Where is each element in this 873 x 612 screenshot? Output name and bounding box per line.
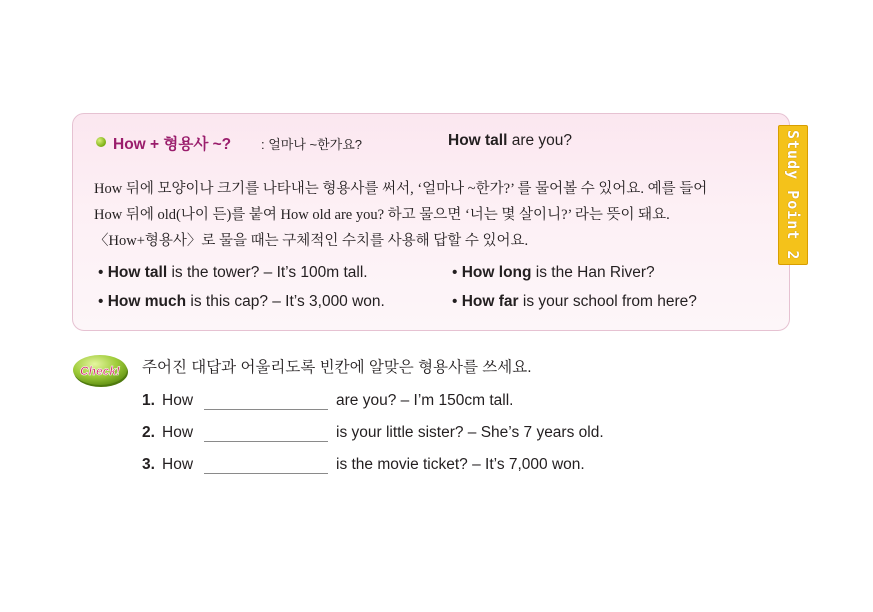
question-number: 3.	[142, 456, 155, 473]
example-bold: How tall	[107, 264, 168, 281]
explanation-paragraph	[94, 176, 764, 254]
question-how: How	[162, 392, 194, 409]
question-how: How	[162, 424, 194, 441]
question-number: 1.	[142, 392, 155, 409]
example-sentence: • How much is this cap? – It’s 3,000 won.	[98, 293, 385, 310]
header-example-bold: How tall	[448, 132, 508, 149]
check-badge	[72, 353, 130, 389]
green-bullet-icon	[96, 137, 106, 147]
check-badge-label: Check!	[79, 364, 121, 378]
explanation-line: 〈How+형용사〉로 물을 때는 구체적인 수치를 사용해 답할 수 있어요.	[94, 233, 529, 249]
header-example	[448, 132, 572, 150]
question-text: is your little sister? – She’s 7 years old.	[336, 424, 604, 441]
question-text: are you? – I’m 150cm tall.	[336, 392, 514, 409]
example-rest: is your school from here?	[518, 293, 697, 310]
question-text: is the movie ticket? – It’s 7,000 won.	[336, 456, 585, 473]
explanation-line: How 뒤에 모양이나 크기를 나타내는 형용사를 써서, ‘얼마나 ~한가?’ 를 물어볼 수 있어요. 예를 들어	[94, 181, 708, 197]
example-sentence: • How long is the Han River?	[452, 264, 655, 281]
grammar-title: How + 형용사 ~?	[113, 136, 232, 153]
example-rest: is this cap? – It’s 3,000 won.	[186, 293, 385, 310]
answer-blank[interactable]	[204, 425, 328, 442]
question-item	[142, 424, 604, 446]
explanation-line: How 뒤에 old(나이 든)를 붙여 How old are you? 하고 물으면 ‘너는 몇 살이니?’ 라는 뜻이 돼요.	[94, 207, 670, 223]
example-sentence: • How tall is the tower? – It’s 100m tall.	[98, 264, 368, 281]
example-bold: How far	[461, 293, 519, 310]
example-bold: How much	[107, 293, 187, 310]
grammar-subtitle: : 얼마나 ~한가요?	[261, 137, 363, 152]
study-point-tab	[778, 125, 808, 265]
answer-blank[interactable]	[204, 393, 328, 410]
example-rest: is the Han River?	[531, 264, 655, 281]
study-point-tab-label: Study Point 2	[784, 129, 802, 261]
question-number: 2.	[142, 424, 155, 441]
header-example-rest: are you?	[507, 132, 573, 149]
example-bold: How long	[461, 264, 532, 281]
example-sentence: • How far is your school from here?	[452, 293, 697, 310]
example-rest: is the tower? – It’s 100m tall.	[167, 264, 368, 281]
question-item	[142, 392, 513, 414]
answer-blank[interactable]	[204, 457, 328, 474]
question-item	[142, 456, 585, 478]
study-point-header	[96, 130, 756, 154]
question-how: How	[162, 456, 194, 473]
check-instruction: 주어진 대답과 어울리도록 빈칸에 알맞은 형용사를 쓰세요.	[142, 359, 532, 376]
